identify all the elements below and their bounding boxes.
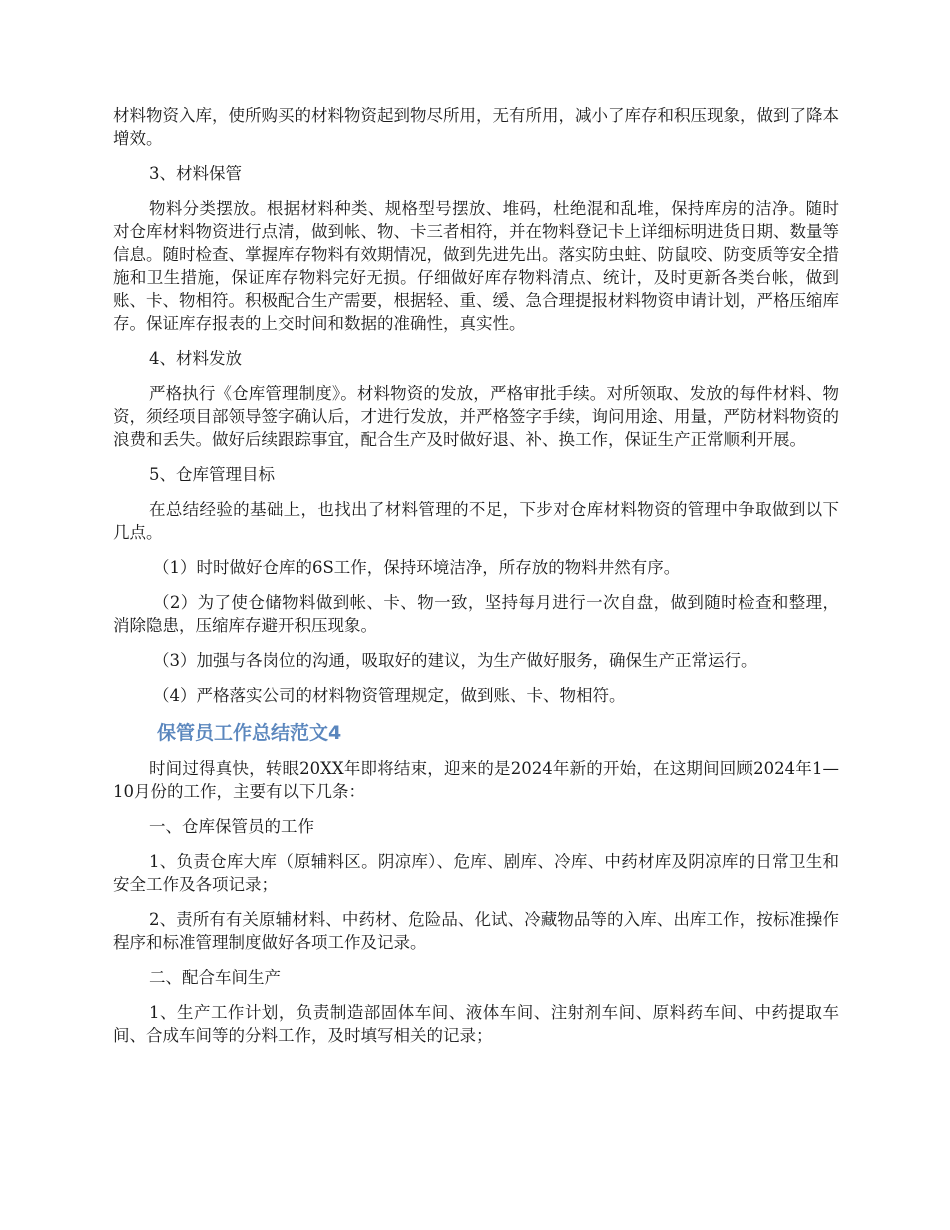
list-item: （2）为了使仓储物料做到帐、卡、物一致，坚持每月进行一次自盘，做到随时检查和整理，消除隐患，压缩库存避开积压现象。 — [113, 593, 839, 635]
subheading-production-support: 二、配合车间生产 — [149, 968, 281, 987]
paragraph-material-issue: 严格执行《仓库管理制度》。材料物资的发放，严格审批手续。对所领取、发放的每件材料、物资，须经项目部领导签字确认后，才进行发放，并严格签字手续，询问用途、用量，严防材料物资的浪费和丢失。做好后续跟踪事宜，配合生产及时做好退、补、换工作，保证生产正常顺利开展。 — [113, 384, 839, 449]
paragraph-production-1: 1、生产工作计划，负责制造部固体车间、液体车间、注射剂车间、原料药车间、中药提取车间、合成车间等的分料工作，及时填写相关的记录； — [113, 1003, 839, 1045]
paragraph-section-intro: 时间过得真快，转眼20XX年即将结束，迎来的是2024年新的开始，在这期间回顾2024年1—10月份的工作，主要有以下几条： — [113, 759, 839, 801]
list-item: （4）严格落实公司的材料物资管理规定，做到账、卡、物相符。 — [153, 686, 626, 705]
list-item: （3）加强与各岗位的沟通，吸取好的建议，为生产做好服务，确保生产正常运行。 — [153, 651, 758, 670]
subheading-material-issue: 4、材料发放 — [149, 349, 242, 368]
paragraph-material-storage: 物料分类摆放。根据材料种类、规格型号摆放、堆码，杜绝混和乱堆，保持库房的洁净。随时对仓库材料物资进行点清，做到帐、物、卡三者相符，并在物料登记卡上详细标明进货日期、数量等信息。随时检查、掌握库存物料有效期情况，做到先进先出。落实防虫蛀、防鼠咬、防变质等安全措施和卫生措施，保证库存物料完好无损。仔细做好库存物料清点、统计，及时更新各类台帐，做到账、卡、物相符。积极配合生产需要，根据轻、重、缓、急合理提报材料物资申请计划，严格压缩库存。保证库存报表的上交时间和数据的准确性，真实性。 — [113, 199, 839, 333]
paragraph-duty-2: 2、责所有有关原辅材料、中药材、危险品、化试、冷藏物品等的入库、出库工作，按标准操作程序和标准管理制度做好各项工作及记录。 — [113, 910, 839, 952]
list-item: （1）时时做好仓库的6S工作，保持环境洁净，所存放的物料井然有序。 — [153, 558, 681, 577]
paragraph-warehouse-goals: 在总结经验的基础上，也找出了材料管理的不足，下步对仓库材料物资的管理中争取做到以下几点。 — [113, 500, 839, 542]
paragraph-duty-1: 1、负责仓库大库（原辅料区。阴凉库）、危库、剧库、冷库、中药材库及阴凉库的日常卫生和安全工作及各项记录； — [113, 852, 839, 894]
paragraph-intro: 材料物资入库，使所购买的材料物资起到物尽所用，无有所用，减小了库存和积压现象，做到了降本增效。 — [113, 106, 839, 148]
subheading-keeper-duties: 一、仓库保管员的工作 — [149, 817, 314, 836]
section-title: 保管员工作总结范文4 — [157, 722, 342, 744]
document-page — [113, 104, 839, 1059]
subheading-warehouse-goals: 5、仓库管理目标 — [149, 465, 275, 484]
subheading-material-storage: 3、材料保管 — [149, 164, 242, 183]
